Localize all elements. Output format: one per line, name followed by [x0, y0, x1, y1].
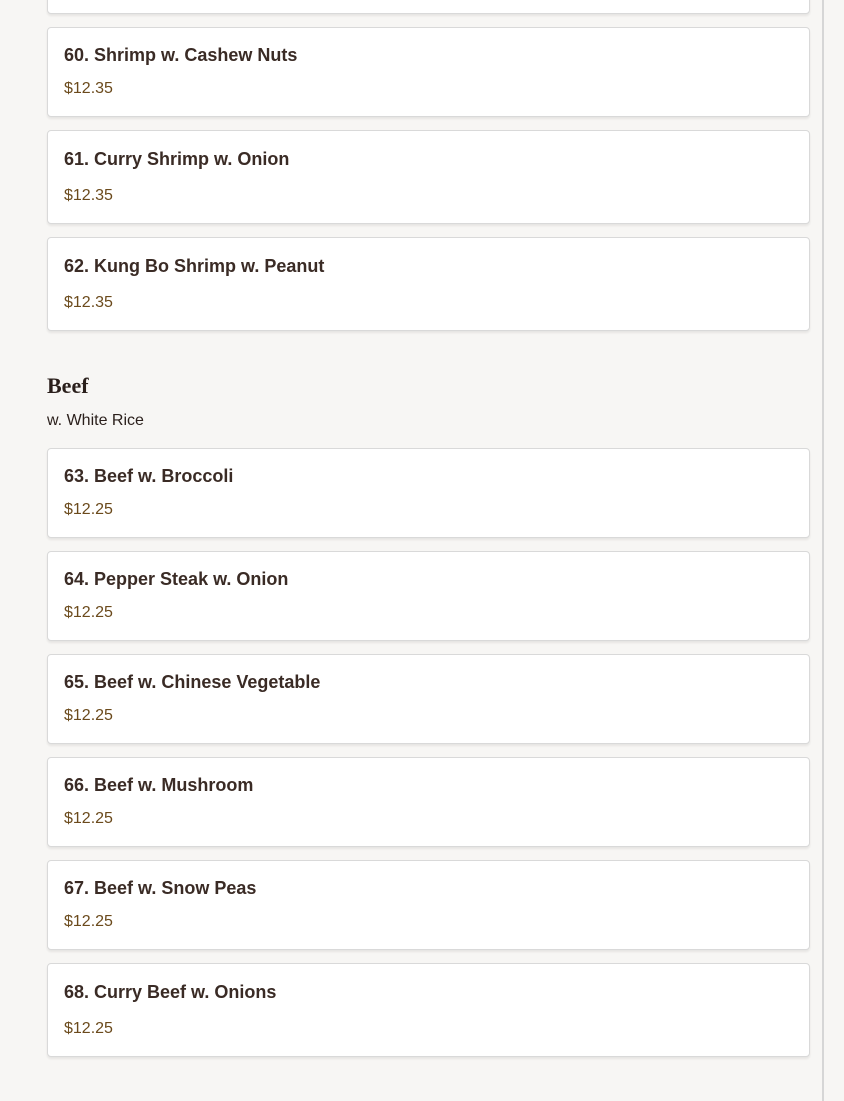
menu-item-price: $12.25: [64, 501, 113, 518]
menu-item-name: 66. Beef w. Mushroom: [64, 775, 254, 795]
menu-item-card[interactable]: [47, 27, 810, 117]
menu-item-price: $12.25: [64, 913, 113, 930]
menu-item-price: $12.35: [64, 187, 113, 204]
menu-item-price: $12.25: [64, 1020, 113, 1037]
menu-item-name: 64. Pepper Steak w. Onion: [64, 569, 289, 589]
menu-item-card[interactable]: [47, 551, 810, 641]
menu-item-price: $12.25: [64, 810, 113, 827]
menu-item-card[interactable]: [47, 860, 810, 950]
menu-item-price: $12.35: [64, 294, 113, 311]
menu-item-price: $12.25: [64, 604, 113, 621]
menu-item-price: $12.35: [64, 80, 113, 97]
menu-item-name: 61. Curry Shrimp w. Onion: [64, 149, 290, 169]
section-title: Beef: [47, 373, 89, 398]
menu-item-name: 67. Beef w. Snow Peas: [64, 878, 257, 898]
menu-item-name: 63. Beef w. Broccoli: [64, 466, 234, 486]
menu-item-price: $12.25: [64, 707, 113, 724]
menu-item-card[interactable]: [47, 237, 810, 331]
menu-item-card[interactable]: [47, 130, 810, 224]
menu-item-name: 60. Shrimp w. Cashew Nuts: [64, 45, 298, 65]
content-divider: [822, 0, 824, 1101]
menu-item-name: 62. Kung Bo Shrimp w. Peanut: [64, 256, 325, 276]
menu-item-card[interactable]: [47, 0, 810, 14]
section-subtitle: w. White Rice: [47, 412, 144, 429]
menu-item-card[interactable]: [47, 448, 810, 538]
menu-item-card[interactable]: [47, 757, 810, 847]
menu-item-name: 65. Beef w. Chinese Vegetable: [64, 672, 321, 692]
menu-item-card[interactable]: [47, 963, 810, 1057]
menu-item-card[interactable]: [47, 654, 810, 744]
menu-item-name: 68. Curry Beef w. Onions: [64, 982, 277, 1002]
